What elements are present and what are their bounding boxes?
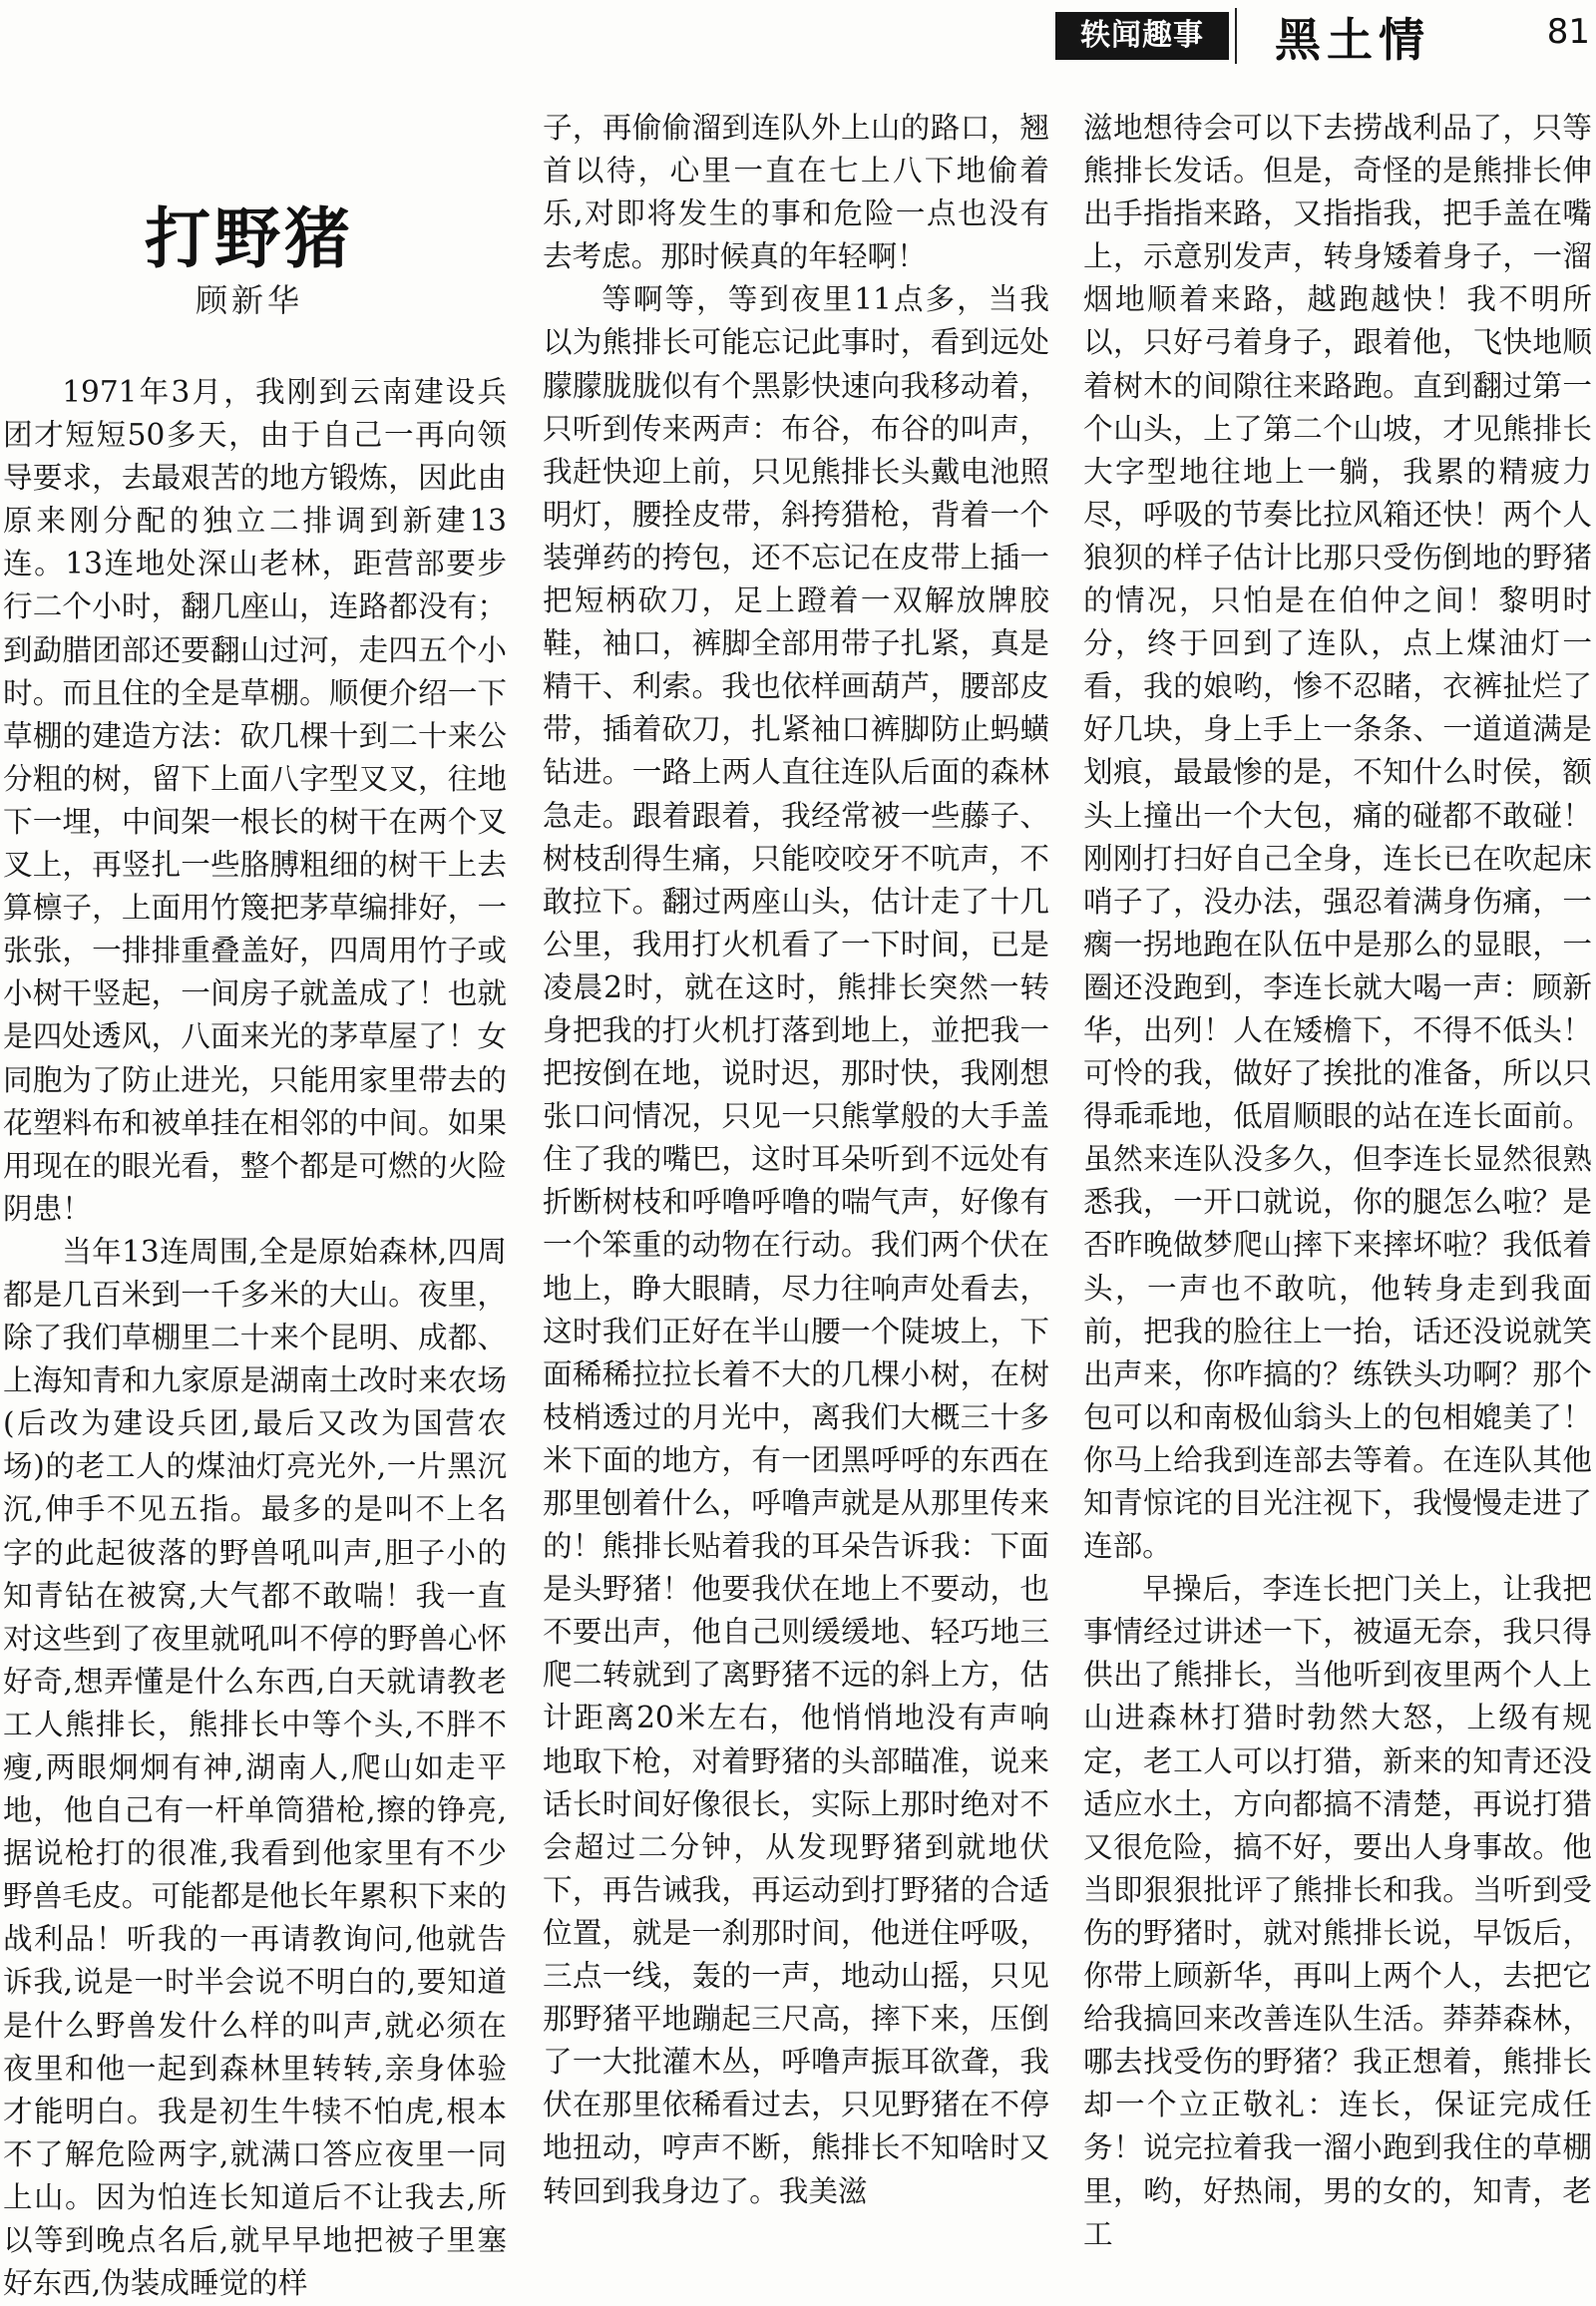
article-author: 顾新华 — [195, 281, 303, 319]
page-number: 81 — [1546, 12, 1590, 52]
paragraph: 1971年3月，我刚到云南建设兵团才短短50多天，由于自己一再向领导要求，去最艰苦的地方锻炼，因此由原来刚分配的独立二排调到新建13连。13连地处深山老林，距营部要步行二个小时，翻几座山，连路都没有；到勐腊团部还要翻山过河，走四五个小时。而且住的全是草棚。顺便介绍一下草棚的建造方法：砍几棵十到二十来公分粗的树，留下上面八字型叉叉，往地下一埋，中间架一根长的树干在两个叉叉上，再竖扎一些胳膊粗细的树干上去算檩子，上面用竹篾把茅草编排好，一张张，一排排重叠盖好，四周用竹子或小树干竖起，一间房子就盖成了！也就是四处透风，八面来光的茅草屋了！女同胞为了防止进光，只能用家里带去的花塑料布和被单挂在相邻的中间。如果用现在的眼光看，整个都是可燃的火险阴患！ — [3, 375, 507, 1226]
paragraph: 早操后，李连长把门关上，让我把事情经过讲述一下，被逼无奈，我只得供出了熊排长，当他听到夜里两个人上山进森林打猎时勃然大怒，上级有规定，老工人可以打猎，新来的知青还没适应水土，方向都搞不清楚，再说打猎又很危险，搞不好，要出人身事故。他当即狠狠批评了熊排长和我。当听到受伤的野猪时，就对熊排长说，早饭后，你带上顾新华，再叫上两个人，去把它给我搞回来改善连队生活。莽莽森林，哪去找受伤的野猪？我正想着，熊排长却一个立正敬礼：连长，保证完成任务！说完拉着我一溜小跑到我住的草棚里，哟，好热闹，男的女的，知青，老工 — [1083, 1572, 1592, 2251]
text-column-1 — [3, 371, 507, 2305]
header-divider — [1235, 8, 1237, 64]
article-title: 打野猪 — [145, 200, 354, 277]
paragraph: 当年13连周围,全是原始森林,四周都是几百米到一千多米的大山。夜里，除了我们草棚里二十来个昆明、成都、上海知青和九家原是湖南土改时来农场(后改为建设兵团,最后又改为国营农场)的老工人的煤油灯亮光外,一片黑沉沉,伸手不见五指。最多的是叫不上名字的此起彼落的野兽吼叫声,胆子小的知青钻在被窝,大气都不敢喘！我一直对这些到了夜里就吼叫不停的野兽心怀好奇,想弄懂是什么东西,白天就请教老工人熊排长，熊排长中等个头,不胖不瘦,两眼炯炯有神,湖南人,爬山如走平地，他自己有一杆单筒猎枪,擦的铮亮,据说枪打的很准,我看到他家里有不少野兽毛皮。可能都是他长年累积下来的战利品！听我的一再请教询问,他就告诉我,说是一时半会说不明白的,要知道是什么野兽发什么样的叫声,就必须在夜里和他一起到森林里转转,亲身体验才能明白。我是初生牛犊不怕虎,根本不了解危险两字,就满口答应夜里一同上山。因为怕连长知道后不让我去,所以等到晚点名后,就早早地把被子里塞好东西,伪装成睡觉的样 — [3, 1234, 507, 2301]
text-column-2 — [543, 107, 1049, 2213]
section-tag: 轶闻趣事 — [1055, 12, 1229, 60]
text-column-3 — [1083, 107, 1592, 2256]
paragraph: 子，再偷偷溜到连队外上山的路口，翘首以待，心里一直在七上八下地偷着乐,对即将发生的事和危险一点也没有去考虑。那时候真的年轻啊！ — [543, 111, 1049, 274]
paragraph: 滋地想待会可以下去捞战利品了，只等熊排长发话。但是，奇怪的是熊排长伸出手指指来路，又指指我，把手盖在嘴上，示意别发声，转身矮着身子，一溜烟地顺着来路，越跑越快！我不明所以，只好弓着身子，跟着他，飞快地顺着树木的间隙往来路跑。直到翻过第一个山头，上了第二个山坡，才见熊排长大字型地往地上一躺，我累的精疲力尽，呼吸的节奏比拉风箱还快！两个人狼狈的样子估计比那只受伤倒地的野猪的情况，只怕是在伯仲之间！黎明时分，终于回到了连队，点上煤油灯一看，我的娘哟，惨不忍睹，衣裤扯烂了好几块，身上手上一条条、一道道满是划痕，最最惨的是，不知什么时侯，额头上撞出一个大包，痛的碰都不敢碰！刚刚打扫好自己全身，连长已在吹起床哨子了，没办法，强忍着满身伤痛，一瘸一拐地跑在队伍中是那么的显眼，一圈还没跑到，李连长就大喝一声：顾新华，出列！人在矮檐下，不得不低头！可怜的我，做好了挨批的准备，所以只得乖乖地，低眉顺眼的站在连长面前。虽然来连队没多久，但李连长显然很熟悉我，一开口就说，你的腿怎么啦？是否昨晚做梦爬山摔下来摔坏啦？我低着头，一声也不敢吭，他转身走到我面前，把我的脸往上一抬，话还没说就笑出声来，你咋搞的？练铁头功啊？那个包可以和南极仙翁头上的包相媲美了！你马上给我到连部去等着。在连队其他知青惊诧的目光注视下，我慢慢走进了连部。 — [1083, 111, 1592, 1564]
paragraph: 等啊等，等到夜里11点多，当我以为熊排长可能忘记此事时，看到远处朦朦胧胧似有个黑影快速向我移动着，只听到传来两声：布谷，布谷的叫声，我赶快迎上前，只见熊排长头戴电池照明灯，腰拴皮带，斜挎猎枪，背着一个装弹药的挎包，还不忘记在皮带上插一把短柄砍刀，足上蹬着一双解放牌胶鞋，袖口，裤脚全部用带子扎紧，真是精干、利索。我也依样画葫芦，腰部皮带，插着砍刀，扎紧袖口裤脚防止蚂蟥钻进。一路上两人直往连队后面的森林急走。跟着跟着，我经常被一些藤子、树枝刮得生痛，只能咬咬牙不吭声，不敢拉下。翻过两座山头，估计走了十几公里，我用打火机看了一下时间，已是凌晨2时，就在这时，熊排长突然一转身把我的打火机打落到地上，並把我一把按倒在地，说时迟，那时快，我刚想张口问情况，只见一只熊掌般的大手盖住了我的嘴巴，这时耳朵听到不远处有折断树枝和呼噜呼噜的喘气声，好像有一个笨重的动物在行动。我们两个伏在地上，睁大眼睛，尽力往响声处看去，这时我们正好在半山腰一个陡坡上，下面稀稀拉拉长着不大的几棵小树，在树枝梢透过的月光中，离我们大概三十多米下面的地方，有一团黑呼呼的东西在那里刨着什么，呼噜声就是从那里传来的！熊排长贴着我的耳朵告诉我：下面是头野猪！他要我伏在地上不要动，也不要出声，他自己则缓缓地、轻巧地三爬二转就到了离野猪不远的斜上方，估计距离20米左右，他悄悄地没有声响地取下枪，对着野猪的头部瞄准，说来话长时间好像很长，实际上那时绝对不会超过二分钟，从发现野猪到就地伏下，再告诫我，再运动到打野猪的合适位置，就是一刹那时间，他迸住呼吸，三点一线，轰的一声，地动山摇，只见那野猪平地蹦起三尺高，摔下来，压倒了一大批灌木丛，呼噜声振耳欲聋，我伏在那里依稀看过去，只见野猪在不停地扭动，哼声不断，熊排长不知啥时又转回到我身边了。我美滋 — [543, 282, 1049, 2208]
page-header — [1055, 8, 1596, 66]
magazine-name: 黑土情 — [1275, 13, 1430, 67]
